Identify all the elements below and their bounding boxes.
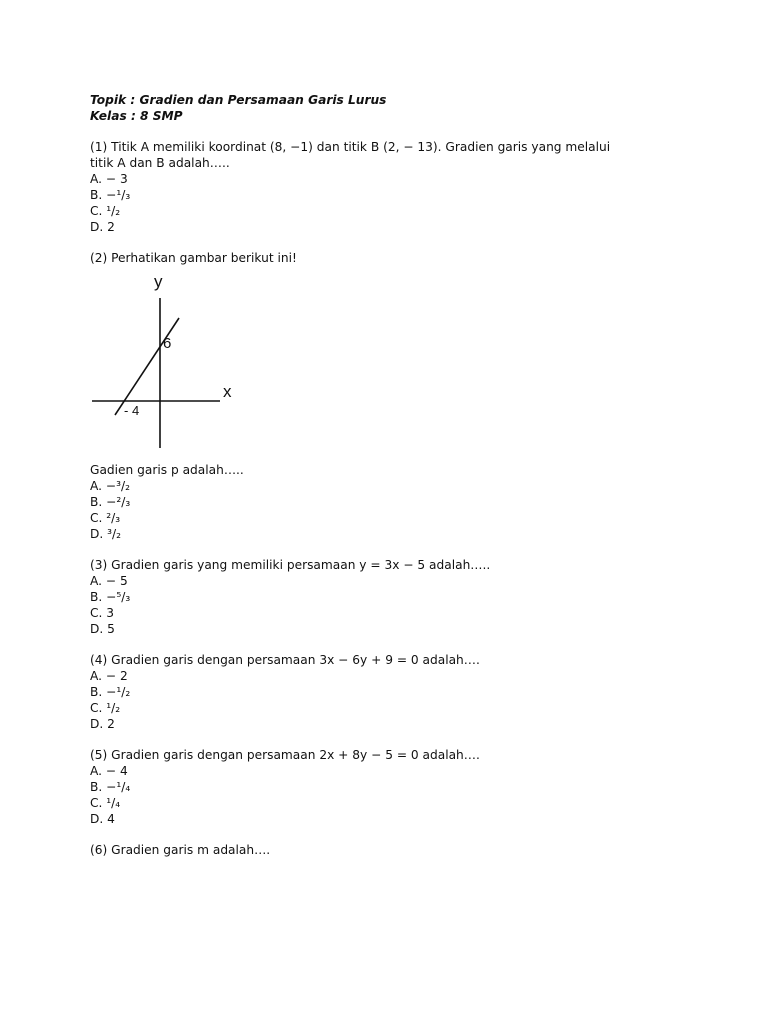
- option-b: B. −¹/₃: [90, 188, 131, 202]
- question-text: (3) Gradien garis yang memiliki persamaan y = 3x − 5 adalah…..: [90, 558, 491, 572]
- question-text: (4) Gradien garis dengan persamaan 3x − 6y + 9 = 0 adalah….: [90, 653, 480, 667]
- coordinate-plane: [90, 282, 250, 452]
- topic-title: Topik : Gradien dan Persamaan Garis Lurus: [90, 93, 387, 107]
- question-3: [90, 557, 650, 637]
- question-text: (5) Gradien garis dengan persamaan 2x + 8y − 5 = 0 adalah….: [90, 748, 480, 762]
- option-d: D. ³/₂: [90, 527, 122, 541]
- spacer: [90, 827, 650, 842]
- question-text: (2) Perhatikan gambar berikut ini!: [90, 251, 297, 265]
- option-d: D. 2: [90, 220, 115, 234]
- y-axis-label: y: [154, 272, 163, 291]
- question-5: [90, 747, 650, 827]
- option-a: A. − 4: [90, 764, 128, 778]
- option-d: D. 2: [90, 717, 115, 731]
- question-4: [90, 652, 650, 732]
- option-a: A. − 5: [90, 574, 128, 588]
- question-1: [90, 139, 650, 235]
- option-c: C. ²/₃: [90, 511, 121, 525]
- spacer: [90, 732, 650, 747]
- question-6: [90, 842, 650, 858]
- spacer: [90, 235, 650, 250]
- spacer: [90, 637, 650, 652]
- question-2: [90, 250, 650, 542]
- grade-label: Kelas : 8 SMP: [90, 109, 183, 123]
- x-axis-label: x: [223, 382, 232, 401]
- option-a: A. − 3: [90, 172, 128, 186]
- spacer: [90, 124, 650, 139]
- x-intercept-label: - 4: [124, 403, 140, 418]
- option-c: C. ¹/₂: [90, 701, 121, 715]
- question-text: (6) Gradien garis m adalah….: [90, 843, 271, 857]
- option-d: D. 4: [90, 812, 115, 826]
- option-b: B. −⁵/₃: [90, 590, 131, 604]
- spacer: [90, 542, 650, 557]
- option-b: B. −²/₃: [90, 495, 131, 509]
- worksheet: [90, 92, 650, 858]
- option-b: B. −¹/₂: [90, 685, 131, 699]
- option-a: A. −³/₂: [90, 479, 130, 493]
- question-prompt: Gadien garis p adalah…..: [90, 463, 244, 477]
- header: [90, 92, 650, 124]
- question-text: (1) Titik A memiliki koordinat (8, −1) dan titik B (2, − 13). Gradien garis yang melalui titik A dan B adalah…..: [90, 140, 611, 170]
- option-c: C. ¹/₂: [90, 204, 121, 218]
- y-intercept-label: 6: [163, 335, 172, 352]
- option-c: C. ¹/₄: [90, 796, 121, 810]
- option-b: B. −¹/₄: [90, 780, 131, 794]
- option-a: A. − 2: [90, 669, 128, 683]
- line-graph-figure: [90, 272, 250, 452]
- option-c: C. 3: [90, 606, 115, 620]
- option-d: D. 5: [90, 622, 115, 636]
